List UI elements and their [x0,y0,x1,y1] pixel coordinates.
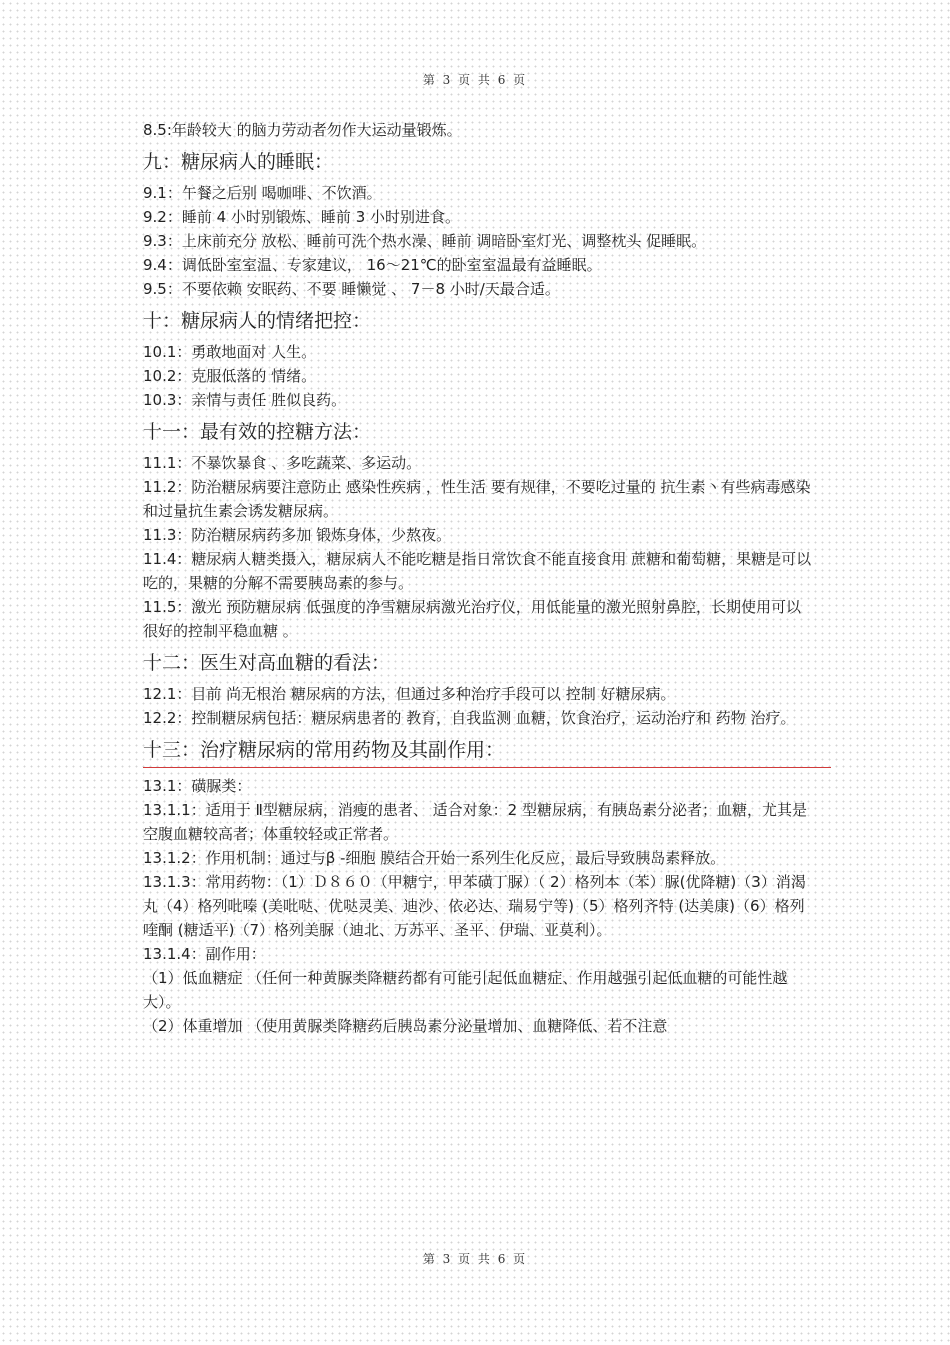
paragraph-line: 9.3：上床前充分 放松、睡前可洗个热水澡、睡前 调暗卧室灯光、调整枕头 促睡眠。 [143,232,707,250]
paragraph-line: 11.2：防治糖尿病要注意防止 感染性疾病 ，性生活 要有规律，不要吃过量的 抗生素丶有些病毒感染和过量抗生素会诱发糖尿病。 [143,478,811,520]
paragraph-line: （1）低血糖症 （任何一种黄脲类降糖药都有可能引起低血糖症、作用越强引起低血糖的可能性越大）。 [143,969,788,1011]
section-divider [143,767,831,768]
paragraph-line: 12.1：目前 尚无根治 糖尿病的方法，但通过多种治疗手段可以 控制 好糖尿病。 [143,685,676,703]
paragraph-line: 9.1：午餐之后别 喝咖啡、不饮酒。 [143,184,382,202]
paragraph-line: 10.1：勇敢地面对 人生。 [143,343,317,361]
paragraph-line: 11.5：激光 预防糖尿病 低强度的净雪糖尿病激光治疗仪，用低能量的激光照射鼻腔，长期使用可以很好的控制平稳血糖 。 [143,598,801,640]
page-footer: 第 3 页 共 6 页 [422,1252,528,1266]
section-heading: 十一：最有效的控糖方法： [143,421,372,443]
paragraph-line: 13.1.3：常用药物：（1）Ｄ８６０（甲糖宁，甲苯磺丁脲）（ 2）格列本（苯）脲(优降糖)（3）消渴丸（4）格列吡嗪 (美吡哒、优哒灵美、迪沙、依必达、瑞易宁等)（5）格列齐特 (达美康)（6）格列喹酮 (糖适平)（7）格列美脲（迪北、万苏平、圣平、伊瑞、亚莫利）。 [143,873,806,939]
paragraph-line: 9.4：调低卧室室温、专家建议， 16～21℃的卧室室温最有益睡眠。 [143,256,602,274]
paragraph-line: 12.2：控制糖尿病包括：糖尿病患者的 教育，自我监测 血糖，饮食治疗，运动治疗和 药物 治疗。 [143,709,796,727]
section-heading: 十：糖尿病人的情绪把控： [143,310,372,332]
section-heading: 十二：医生对高血糖的看法： [143,652,391,674]
paragraph-line: 9.2：睡前 4 小时别锻炼、睡前 3 小时别进食。 [143,208,461,226]
paragraph-line: 8.5:年龄较大 的脑力劳动者勿作大运动量锻炼。 [143,121,462,139]
paragraph-line: 11.1：不暴饮暴食 、多吃蔬菜、多运动。 [143,454,422,472]
document-body [143,118,813,1038]
paragraph-line: 10.3：亲情与责任 胜似良药。 [143,391,347,409]
paragraph-line: 13.1.2：作用机制：通过与β -细胞 膜结合开始一系列生化反应，最后导致胰岛素释放。 [143,849,726,867]
section-heading: 十三：治疗糖尿病的常用药物及其副作用： [143,739,505,761]
paragraph-line: 9.5：不要依赖 安眠药、不要 睡懒觉 、 7－8 小时/天最合适。 [143,280,560,298]
page-header: 第 3 页 共 6 页 [422,73,528,87]
section-heading: 九：糖尿病人的睡眠： [143,151,334,173]
paragraph-line: 13.1.1：适用于 Ⅱ型糖尿病，消瘦的患者、 适合对象：2 型糖尿病，有胰岛素分泌者；血糖，尤其是空腹血糖较高者；体重较轻或正常者。 [143,801,807,843]
paragraph-line: 13.1：磺脲类： [143,777,252,795]
paragraph-line: （2）体重增加 （使用黄脲类降糖药后胰岛素分泌量增加、血糖降低、若不注意 [143,1017,668,1035]
paragraph-line: 10.2：克服低落的 情绪。 [143,367,317,385]
paragraph-line: 13.1.4：副作用： [143,945,266,963]
paragraph-line: 11.4：糖尿病人糖类摄入，糖尿病人不能吃糖是指日常饮食不能直接食用 蔗糖和葡萄糖，果糖是可以吃的，果糖的分解不需要胰岛素的参与。 [143,550,812,592]
paragraph-line: 11.3：防治糖尿病药多加 锻炼身体，少熬夜。 [143,526,452,544]
